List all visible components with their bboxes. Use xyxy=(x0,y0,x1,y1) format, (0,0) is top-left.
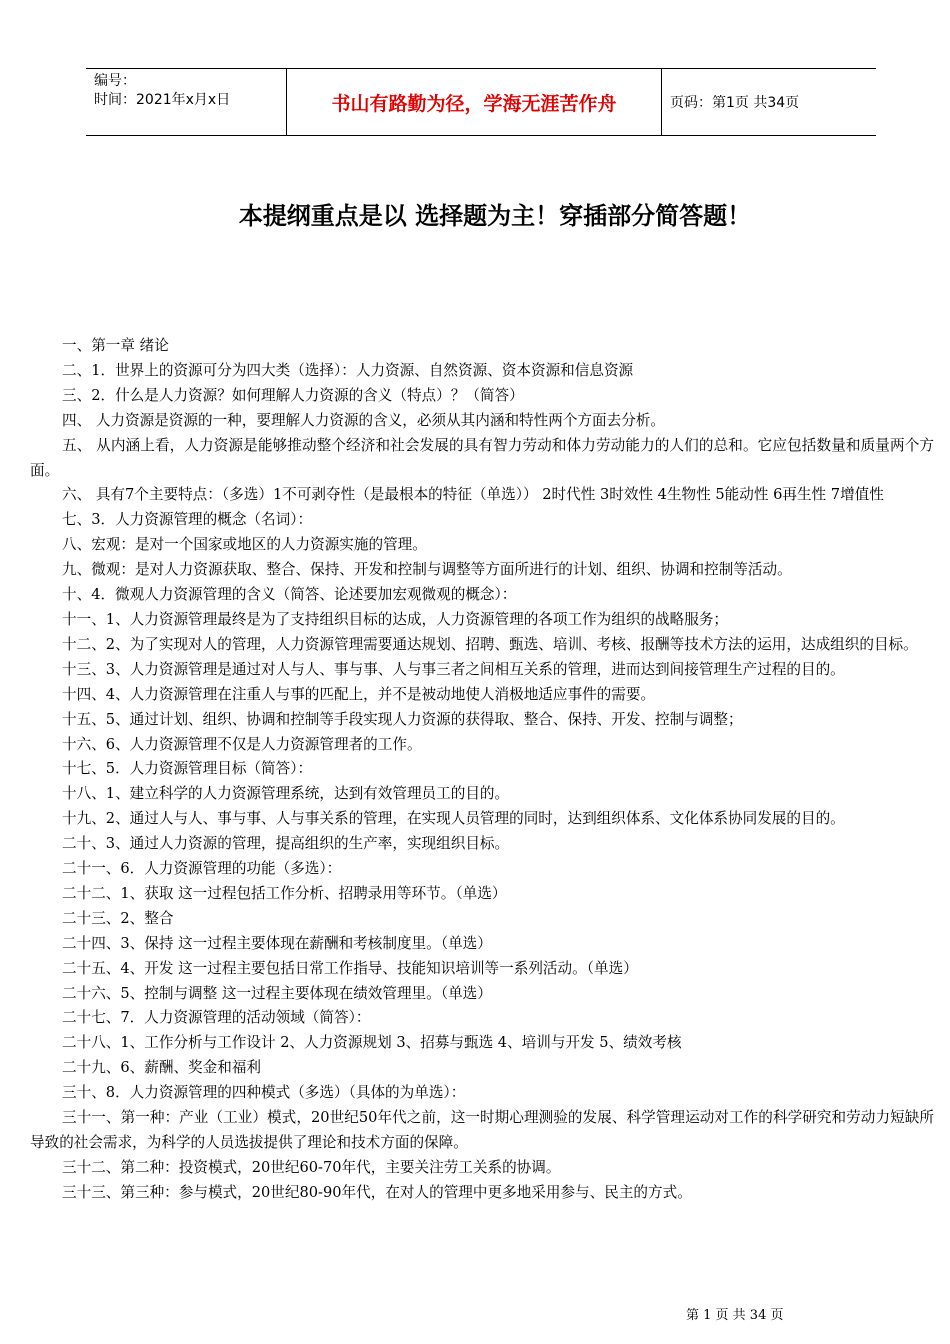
outline-line: 三十二、第二种：投资模式，20世纪60-70年代，主要关注劳工关系的协调。 xyxy=(62,1158,561,1176)
outline-line: 十二、2、为了实现对人的管理，人力资源管理需要通达规划、招聘、甄选、培训、考核、报酬等技术方法的运用，达成组织的目标。 xyxy=(62,635,918,653)
outline-line: 四、 人力资源是资源的一种，要理解人力资源的含义，必须从其内涵和特性两个方面去分析。 xyxy=(62,411,665,429)
outline-line: 三十一、第一种：产业（工业）模式，20世纪50年代之前，这一时期心理测验的发展、科学管理运动对工作的科学研究和劳动力短缺所导致的社会需求，为科学的人员选拔提供了理论和技术方面的保障。 xyxy=(30,1109,934,1151)
outline-line: 十五、5、通过计划、组织、协调和控制等手段实现人力资源的获得取、整合、保持、开发、控制与调整； xyxy=(62,710,743,728)
outline-line: 二十五、4、开发 这一过程主要包括日常工作指导、技能知识培训等一系列活动。（单选） xyxy=(62,959,638,977)
outline-line: 三十、8．人力资源管理的四种模式（多选）（具体的为单选）： xyxy=(62,1084,466,1102)
outline-line: 一、第一章 绪论 xyxy=(62,337,169,354)
outline-line: 二十七、7．人力资源管理的活动领域（简答）： xyxy=(62,1009,371,1027)
outline-line: 二十四、3、保持 这一过程主要体现在薪酬和考核制度里。（单选） xyxy=(62,934,492,952)
outline-line: 二十九、6、薪酬、奖金和福利 xyxy=(62,1059,262,1077)
outline-line: 十一、1、人力资源管理最终是为了支持组织目标的达成，人力资源管理的各项工作为组织的战略服务； xyxy=(62,610,729,628)
outline-line: 二、1．世界上的资源可分为四大类（选择）：人力资源、自然资源、资本资源和信息资源 xyxy=(62,361,634,379)
outline-line: 八、宏观：是对一个国家或地区的人力资源实施的管理。 xyxy=(62,536,427,554)
page-info: 页码：第1页 共34页 xyxy=(670,95,800,111)
outline-line: 二十八、1、工作分析与工作设计 2、人力资源规划 3、招募与甄选 4、培训与开发 5、绩效考核 xyxy=(62,1034,682,1052)
header-table xyxy=(86,68,876,136)
outline-line: 十八、1、建立科学的人力资源管理系统，达到有效管理员工的目的。 xyxy=(62,785,510,803)
motto: 书山有路勤为径，学海无涯苦作舟 xyxy=(286,69,662,135)
outline-line: 十四、4、人力资源管理在注重人与事的匹配上，并不是被动地使人消极地适应事件的需要。 xyxy=(62,685,656,703)
outline-line: 二十六、5、控制与调整 这一过程主要体现在绩效管理里。（单选） xyxy=(62,984,492,1002)
page-title: 本提纲重点是以 选择题为主！穿插部分简答题！ xyxy=(238,202,752,230)
outline-line: 三、2．什么是人力资源？如何理解人力资源的含义（特点）？（简答） xyxy=(62,386,524,404)
outline-line: 七、3．人力资源管理的概念（名词）： xyxy=(62,511,313,529)
outline-line: 九、微观：是对人力资源获取、整合、保持、开发和控制与调整等方面所进行的计划、组织、协调和控制等活动。 xyxy=(62,561,792,579)
outline-body xyxy=(30,334,934,1206)
outline-line: 十九、2、通过人与人、事与事、人与事关系的管理，在实现人员管理的同时，达到组织体系、文化体系协同发展的目的。 xyxy=(62,810,845,828)
outline-line: 二十、3、通过人力资源的管理，提高组织的生产率，实现组织目标。 xyxy=(62,835,510,853)
outline-line: 二十三、2、整合 xyxy=(62,909,174,927)
outline-line: 二十二、1、获取 这一过程包括工作分析、招聘录用等环节。（单选） xyxy=(62,884,507,902)
outline-line: 三十三、第三种：参与模式，20世纪80-90年代，在对人的管理中更多地采用参与、民主的方式。 xyxy=(62,1183,692,1201)
number-label: 编号： xyxy=(94,73,136,89)
outline-line: 六、 具有7个主要特点：（多选）1不可剥夺性（是最根本的特征（单选）） 2时代性 3时效性 4生物性 5能动性 6再生性 7增值性 xyxy=(62,486,884,504)
outline-line: 十七、5．人力资源管理目标（简答）： xyxy=(62,760,313,778)
outline-line: 二十一、6．人力资源管理的功能（多选）： xyxy=(62,860,342,878)
outline-line: 五、 从内涵上看，人力资源是能够推动整个经济和社会发展的具有智力劳动和体力劳动能力的人们的总和。它应包括数量和质量两个方面。 xyxy=(30,436,934,479)
outline-line: 十、4．微观人力资源管理的含义（简答、论述要加宏观微观的概念）： xyxy=(62,586,517,604)
outline-line: 十三、3、人力资源管理是通过对人与人、事与事、人与事三者之间相互关系的管理，进而达到间接管理生产过程的目的。 xyxy=(62,660,845,678)
outline-line: 十六、6、人力资源管理不仅是人力资源管理者的工作。 xyxy=(62,735,422,753)
page-footer: 第 1 页 共 34 页 xyxy=(686,1308,784,1323)
header-info xyxy=(86,69,286,135)
time-label: 时间：2021年x月x日 xyxy=(94,92,231,108)
